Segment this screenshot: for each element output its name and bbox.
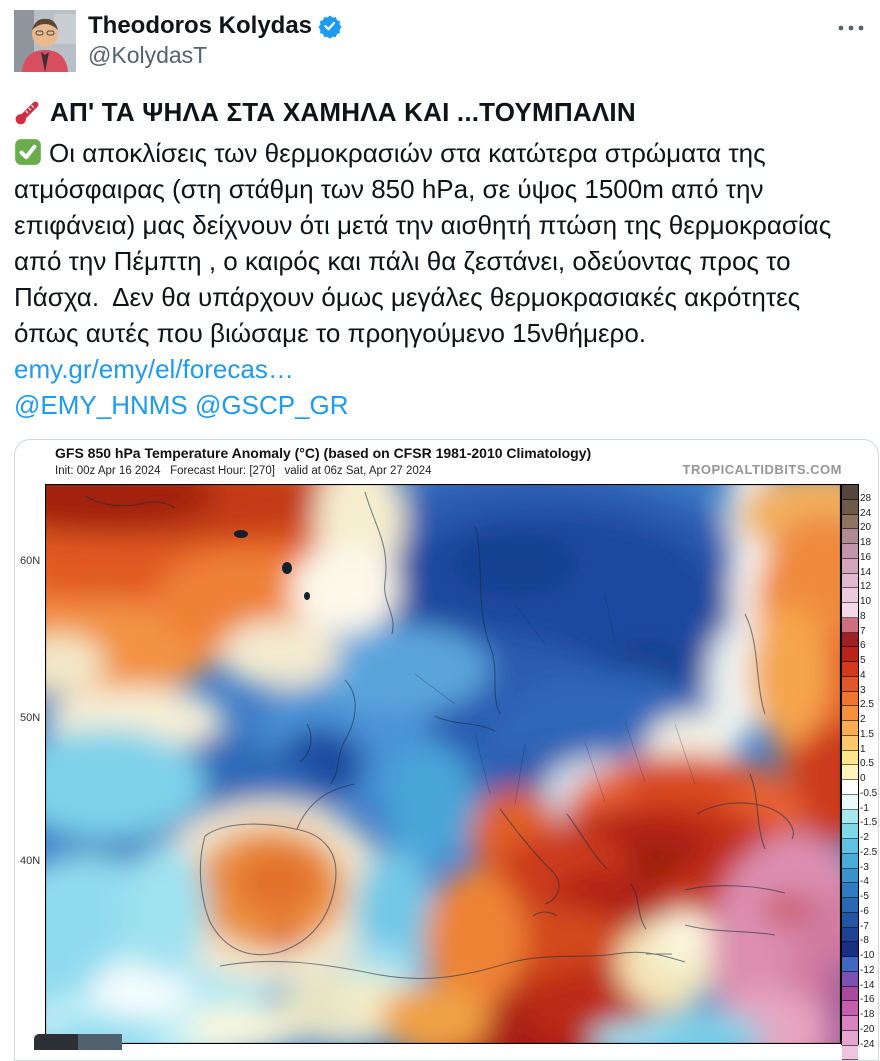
colorbar-tick-label: -1.5 <box>860 817 878 829</box>
lat-label-50n: 50N <box>20 712 41 724</box>
colorbar-tick-label: 12 <box>860 581 872 593</box>
thermometer-emoji-icon <box>14 99 41 126</box>
colorbar-tick-label: 1.5 <box>860 728 874 740</box>
map-title: GFS 850 hPa Temperature Anomaly (°C) (based on CFSR 1981-2010 Climatology) <box>55 445 592 461</box>
colorbar-tick-label: 1 <box>860 743 866 755</box>
colorbar-segment <box>842 928 858 943</box>
colorbar-tick-label: 2 <box>860 714 866 725</box>
colorbar-segment <box>842 795 858 810</box>
more-button[interactable] <box>830 16 864 40</box>
lat-label-40n: 40N <box>20 855 41 867</box>
mention-emy-hnms[interactable]: @EMY_HNMS <box>14 390 188 420</box>
colorbar-segment <box>842 1046 858 1061</box>
colorbar-segment <box>842 736 858 751</box>
colorbar-segment <box>842 957 858 972</box>
colorbar-segment <box>842 810 858 825</box>
colorbar-tick-label: 2.5 <box>860 699 874 711</box>
colorbar-tick-label: 4 <box>860 669 866 681</box>
colorbar-tick-label: 8 <box>860 610 866 622</box>
colorbar-segment <box>842 1016 858 1031</box>
colorbar <box>841 484 859 1045</box>
colorbar-segment <box>842 1001 858 1016</box>
colorbar-segment <box>842 603 858 618</box>
colorbar-segment <box>842 529 858 544</box>
colorbar-segment <box>842 883 858 898</box>
colorbar-tick-label: -1 <box>860 802 869 814</box>
colorbar-tick-label: 14 <box>860 566 872 578</box>
colorbar-segment <box>842 633 858 648</box>
colorbar-segment <box>842 485 858 500</box>
check-mark-emoji-icon <box>14 138 42 166</box>
tweet-body-text: Οι αποκλίσεις των θερμοκρασιών στα κατώτερα στρώματα της ατμόσφαιρας (στη στάθμη των 850 hPa, σε ύψος 1500m από την επιφάνεια) μας δείχνουν ότι μετά την αισθητή πτώση της θερμοκρασίας από την Πέμπτη , ο καιρός και πάλι θα ζεστάνει, οδεύοντας προς το Πάσχα. Δεν θα υπάρχουν όμως μεγάλες θερμοκρασιακές ακρότητες όπως αυτές που βιώσαμε το προηγούμενο 15νθήμερο. <box>14 138 839 348</box>
colorbar-tick-label: -4 <box>860 876 869 888</box>
avatar-image <box>14 10 76 72</box>
temperature-anomaly-map <box>45 484 841 1044</box>
display-name[interactable]: Theodoros Kolydas <box>88 12 313 39</box>
colorbar-tick-label: 28 <box>860 492 872 504</box>
colorbar-tick-label: -16 <box>860 994 875 1006</box>
colorbar-segment <box>842 574 858 589</box>
colorbar-segment <box>842 972 858 987</box>
verified-badge-icon <box>318 14 342 38</box>
tweet-headline <box>14 97 866 128</box>
mention-gscp-gr[interactable]: @GSCP_GR <box>194 390 349 420</box>
colorbar-segment <box>842 751 858 766</box>
more-dots-icon <box>838 25 864 31</box>
scrubber-progress <box>78 1034 122 1050</box>
colorbar-tick-label: -10 <box>860 950 875 961</box>
colorbar-tick-label: -14 <box>860 979 875 991</box>
tweet-body <box>14 135 866 351</box>
colorbar-tick-label: 24 <box>860 507 872 519</box>
colorbar-tick-label: 18 <box>860 537 872 548</box>
colorbar-tick-label: -3 <box>860 861 869 873</box>
colorbar-segment <box>842 913 858 928</box>
colorbar-tick-label: 0 <box>860 773 866 784</box>
colorbar-tick-label: -18 <box>860 1009 875 1020</box>
colorbar-tick-label: 6 <box>860 640 866 652</box>
colorbar-tick-label: 5 <box>860 655 866 666</box>
lat-label-60n: 60N <box>20 555 41 567</box>
colorbar-segment <box>842 559 858 574</box>
colorbar-segment <box>842 721 858 736</box>
colorbar-tick-label: 20 <box>860 522 872 534</box>
colorbar-tick-label: -12 <box>860 964 875 976</box>
colorbar-segment <box>842 588 858 603</box>
colorbar-tick-label: -5 <box>860 891 869 902</box>
tweet-link[interactable]: emy.gr/emy/el/forecas… <box>14 354 294 384</box>
colorbar-segment <box>842 824 858 839</box>
colorbar-tick-label: 16 <box>860 551 872 563</box>
colorbar-segment <box>842 647 858 662</box>
colorbar-segment <box>842 544 858 559</box>
user-handle[interactable]: @KolydasT <box>88 42 208 68</box>
colorbar-tick-label: -0.5 <box>860 787 878 799</box>
colorbar-segment <box>842 854 858 869</box>
colorbar-segment <box>842 706 858 721</box>
colorbar-tick-label: -2.5 <box>860 846 878 858</box>
headline-text: ΑΠ' ΤΑ ΨΗΛΑ ΣΤΑ ΧΑΜΗΛΑ ΚΑΙ ...ΤΟΥΜΠΑΛΙΝ <box>50 97 636 127</box>
colorbar-tick-label: 10 <box>860 596 872 607</box>
colorbar-segment <box>842 662 858 677</box>
colorbar-segment <box>842 618 858 633</box>
map-watermark: TROPICALTIDBITS.COM <box>682 462 842 477</box>
media-card[interactable] <box>14 439 879 1061</box>
colorbar-segment <box>842 839 858 854</box>
colorbar-segment <box>842 677 858 692</box>
colorbar-tick-label: -24 <box>860 1038 875 1050</box>
map-init-line: Init: 00z Apr 16 2024 Forecast Hour: [270] valid at 06z Sat, Apr 27 2024 <box>55 465 432 477</box>
avatar[interactable] <box>14 10 76 72</box>
colorbar-segment <box>842 1031 858 1046</box>
colorbar-tick-label: -2 <box>860 832 869 843</box>
colorbar-segment <box>842 869 858 884</box>
colorbar-tick-label: 3 <box>860 684 866 696</box>
colorbar-tick-label: 0.5 <box>860 758 874 770</box>
player-scrubber[interactable] <box>34 1034 122 1050</box>
tweet-mentions <box>14 387 866 423</box>
colorbar-labels <box>860 484 880 1050</box>
colorbar-tick-label: -8 <box>860 935 869 947</box>
colorbar-segment <box>842 987 858 1002</box>
colorbar-segment <box>842 942 858 957</box>
colorbar-tick-label: -7 <box>860 920 869 932</box>
colorbar-segment <box>842 898 858 913</box>
colorbar-tick-label: 7 <box>860 625 866 637</box>
colorbar-segment <box>842 692 858 707</box>
colorbar-tick-label: -20 <box>860 1023 875 1035</box>
colorbar-segment <box>842 500 858 515</box>
tweet-header <box>14 10 866 72</box>
colorbar-segment <box>842 765 858 780</box>
colorbar-segment <box>842 515 858 530</box>
colorbar-segment <box>842 780 858 795</box>
colorbar-tick-label: -6 <box>860 905 869 917</box>
user-names <box>88 10 342 70</box>
